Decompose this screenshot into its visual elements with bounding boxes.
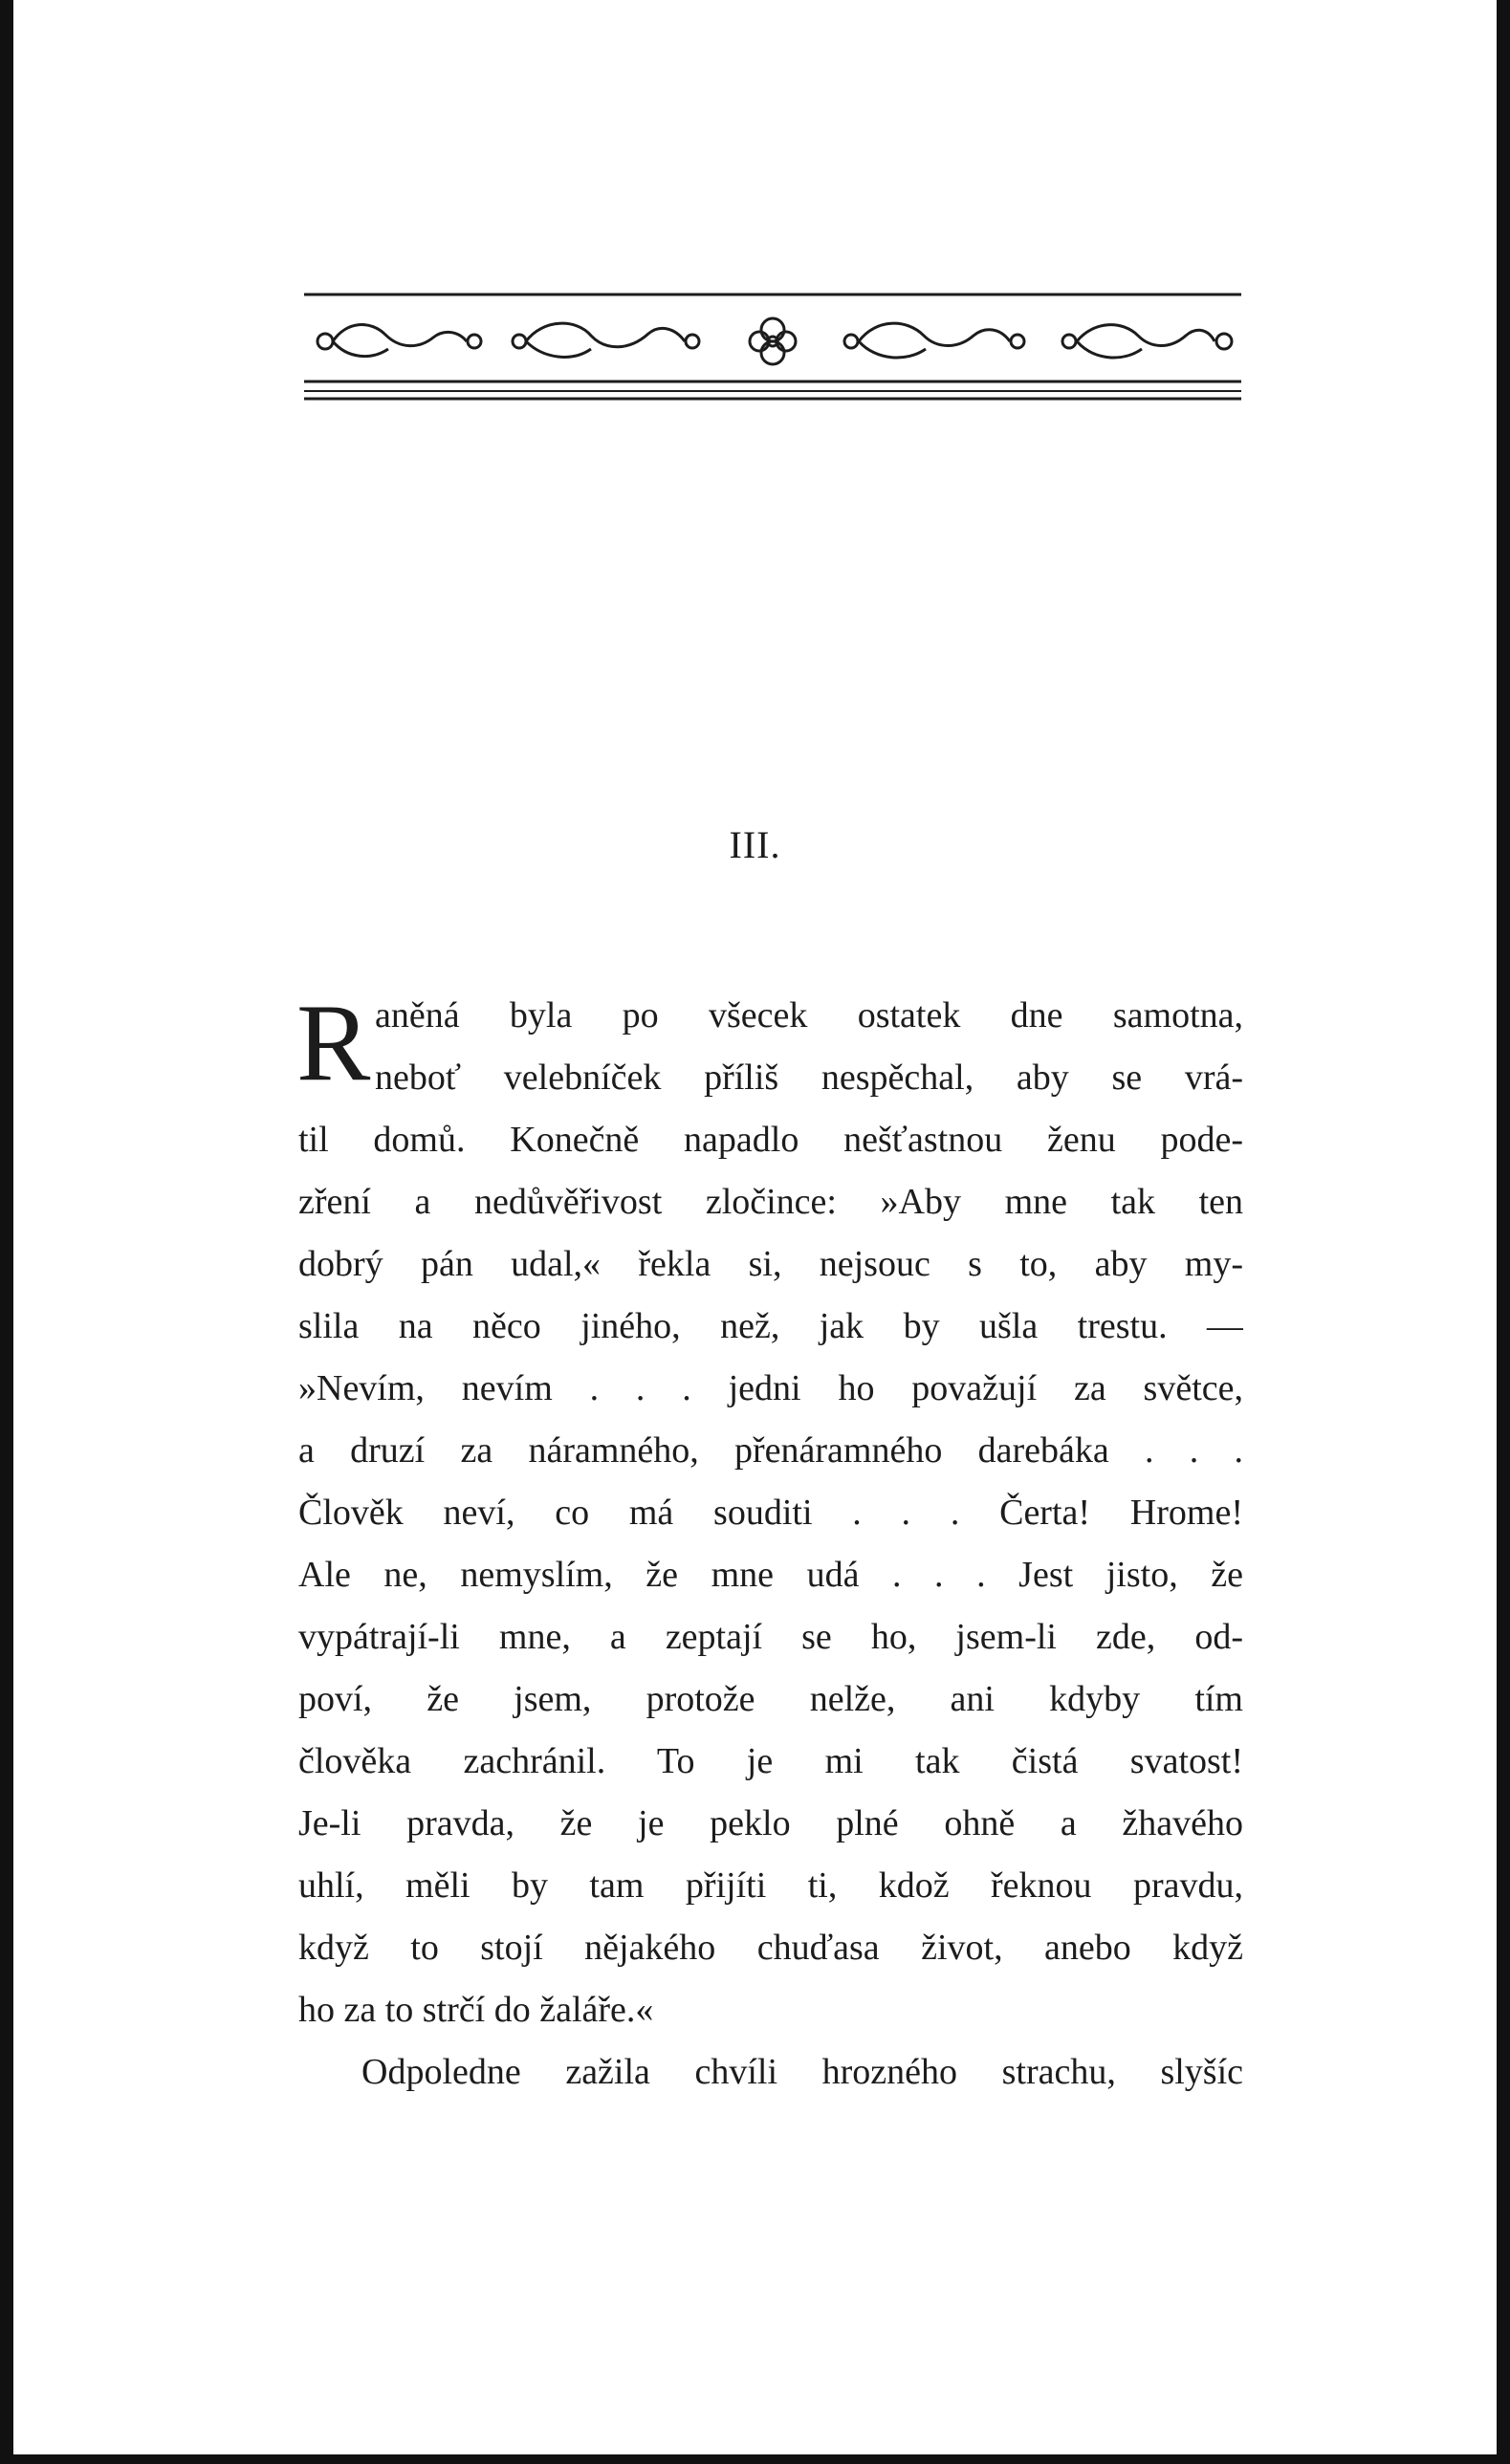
scan-edge-bottom [0, 2454, 1510, 2464]
text-line: »Nevím, nevím . . . jedni ho považují za světce, [298, 1368, 1243, 1408]
ornament-center-flower [750, 318, 796, 364]
text-line: aněná byla po všecek ostatek dne samotna, [375, 995, 1243, 1036]
chapter-number: III. [729, 823, 781, 866]
text-line: když to stojí nějakého chuďasa život, anebo když [298, 1928, 1243, 1968]
text-line: ho za to strčí do žaláře.« [298, 1990, 654, 2030]
text-line: Odpoledne zažila chvíli hrozného strachu, slyšíc [361, 2052, 1243, 2092]
text-line: Ale ne, nemyslím, že mne udá . . . Jest jisto, že [298, 1555, 1243, 1595]
text-line: člověka zachránil. To je mi tak čistá svatost! [298, 1741, 1243, 1781]
text-line: neboť velebníček příliš nespěchal, aby se vrá- [375, 1058, 1243, 1098]
text-line: dobrý pán udal,« řekla si, nejsouc s to, aby my- [298, 1244, 1243, 1284]
text-line: Je-li pravda, že je peklo plné ohně a žhavého [298, 1803, 1243, 1843]
scan-edge-left [0, 0, 13, 2464]
text-line: zření a nedůvěřivost zločince: »Aby mne tak ten [298, 1182, 1243, 1222]
text-line: a druzí za náramného, přenáramného darebáka . . . [298, 1430, 1243, 1471]
drop-cap: R [296, 982, 371, 1104]
header-ornament [304, 292, 1241, 406]
text-line: til domů. Konečně napadlo nešťastnou ženu pode- [298, 1120, 1243, 1160]
ornament-vine-right [844, 323, 1232, 358]
text-line: slila na něco jiného, než, jak by ušla trestu. — [298, 1306, 1243, 1346]
text-line: poví, že jsem, protože nelže, ani kdyby tím [298, 1679, 1243, 1719]
text-line: uhlí, měli by tam přijíti ti, kdož řeknou pravdu, [298, 1865, 1243, 1906]
body-text [296, 982, 1243, 2104]
text-line: Člověk neví, co má souditi . . . Čerta! Hrome! [298, 1493, 1243, 1533]
scan-edge-right [1497, 0, 1510, 2464]
ornament-vine-left [317, 323, 699, 357]
text-line: vypátrají-li mne, a zeptají se ho, jsem-li zde, od- [298, 1617, 1243, 1657]
